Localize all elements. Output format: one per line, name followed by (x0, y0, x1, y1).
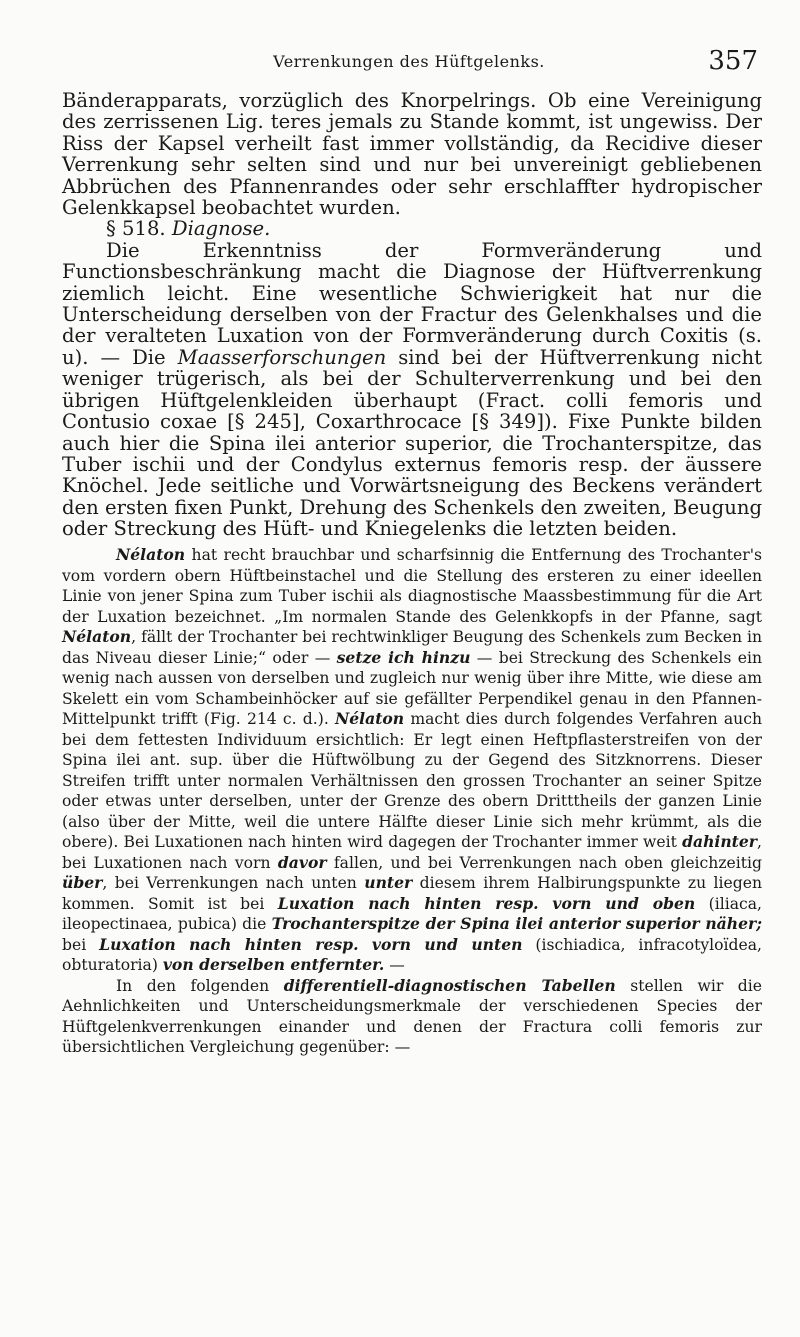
text-run: , fällt der Trochanter bei rechtwinkliger Beugung des Schenkels zum Becken in das Niveau dieser Linie;“ oder — (62, 628, 762, 667)
text-run: , bei Luxationen nach vorn (62, 833, 762, 872)
section-title: Diagnose. (171, 217, 271, 241)
emphasis: unter (364, 873, 413, 892)
main-text (62, 90, 762, 540)
text-run: Die Erkenntniss der Formveränderung und Functionsbeschränkung macht die Diagnose der Hüftverrenkung ziemlich leicht. Eine wesentliche Schwierigkeit hat nur die Unterscheidung derselben von der Fractur des Gelenkhalses und die der veralteten Luxation von der Formveränderung durch Coxitis (s. u). — Die (62, 238, 762, 369)
emphasis: differentiell-diagnostischen Tabellen (283, 975, 616, 995)
emphasis: Luxation nach hinten resp. vorn und oben (277, 893, 696, 913)
section-heading (62, 218, 762, 239)
text-run: In den folgenden (116, 976, 284, 995)
emphasis: setze ich hinzu (336, 647, 471, 667)
note-paragraph-nelaton (62, 545, 762, 976)
text-run: — (384, 956, 405, 974)
small-print-note (62, 545, 762, 1058)
text-run: (ischiadica, infracotyloïdea, obturatoria) (62, 935, 763, 974)
text-run: , bei Verrenkungen nach unten (102, 874, 365, 892)
emphasis: Luxation nach hinten resp. vorn und unten (99, 934, 523, 954)
text-run: — bei Streckung des Schenkels ein wenig nach aussen von derselben und zugleich nur wenig über ihre Mitte, wie diese am Skelett ein vom Schambeinhöcker auf sie gefällter Perpendikel genau in den Pfannen-Mittelpunkt trifft (Fig. 214 c. d.). (62, 648, 762, 728)
text-run: macht dies durch folgendes Verfahren auch bei dem fettesten Individuum ersichtlich: Er legt einen Heftpflasterstreifen von der Spina ilei ant. sup. über die Hüftwölbung zu der Gegend des Sitzknorrens. Dieser Streifen trifft unter normalen Verhältnissen den grossen Trochanter an seiner Spitze oder etwas unter derselben, unter der Grenze des obern Dritttheils der ganzen Linie (also über der Mitte, weil die untere Hälfte dieser Linie sich mehr krümmt, als die obere). Bei Luxationen nach hinten wird dagegen der Trochanter immer weit (62, 710, 763, 851)
running-title: Verrenkungen des Hüftgelenks. (273, 52, 545, 71)
emphasis: davor (277, 852, 327, 872)
running-head (60, 46, 758, 74)
text-run: diesem ihrem Halbirungspunkte zu liegen kommen. Somit ist bei (62, 874, 762, 913)
emphasis: dahinter (682, 832, 758, 851)
text-run: fallen, und bei Verrenkungen nach oben gleichzeitig (326, 853, 762, 872)
author-name: Nélaton (62, 627, 132, 646)
page-number: 357 (708, 46, 758, 76)
emphasis: Maasserforschungen (177, 345, 387, 369)
text-run: sind bei der Hüftverrenkung nicht weniger trügerisch, als bei der Schulterverrenkung und bei den übrigen Hüftgelenkleiden überhaupt (Fract. colli femoris und Contusio coxae [§ 245], Coxarthrocace [§ 349]). Fixe Punkte bilden auch hier die Spina ilei anterior superior, die Trochanterspitze, das Tuber ischii und der Condylus externus femoris resp. der äussere Knöchel. Jede seitliche und Vorwärtsneigung des Beckens verändert den ersten fixen Punkt, Drehung des Schenkels den zweiten, Beugung oder Streckung des Hüft- und Kniegelenks die letzten beiden. (62, 345, 762, 541)
text-run: hat recht brauchbar und scharfsinnig die Entfernung des Trochanter's vom vordern obern Hüftbeinstachel und die Stellung des ersteren zu einer ideellen Linie von jener Spina zum Tuber ischii als diagnostische Maassbestimmung für die Art der Luxation bezeichnet. „Im normalen Stande des Gelenkkopfs in der Pfanne, sagt (62, 546, 762, 626)
author-name: Nélaton (116, 545, 186, 564)
text-run: bei (62, 935, 100, 954)
paragraph-diagnosis (62, 240, 762, 540)
section-number: § 518. (106, 217, 166, 241)
paragraph-continuation: Bänderapparats, vorzüglich des Knorpelrings. Ob eine Vereinigung des zerrissenen Lig. teres jemals zu Stande kommt, ist ungewiss. Der Riss der Kapsel verheilt fast immer vollständig, da Recidive dieser Verrenkung sehr selten sind und nur bei unvereinigt gebliebenen Abbrüchen des Pfannenrandes oder sehr erschlaffter hydropischer Gelenkkapsel beobachtet wurden. (62, 89, 762, 220)
emphasis: von derselben entfernter. (162, 955, 385, 974)
emphasis: Trochanterspitze der Spina ilei anterior superior näher; (271, 914, 762, 933)
note-paragraph-tables (62, 976, 762, 1058)
emphasis: über (62, 873, 103, 892)
author-name: Nélaton (335, 709, 405, 728)
text-run: stellen wir die Aehnlichkeiten und Unterscheidungsmerkmale der verschiedenen Species der Hüftgelenkverrenkungen einander und denen der Fractura colli femoris zur übersichtlichen Vergleichung gegenüber: — (62, 976, 762, 1056)
text-run: (iliaca, ileopectinaea, pubica) die (62, 894, 763, 933)
